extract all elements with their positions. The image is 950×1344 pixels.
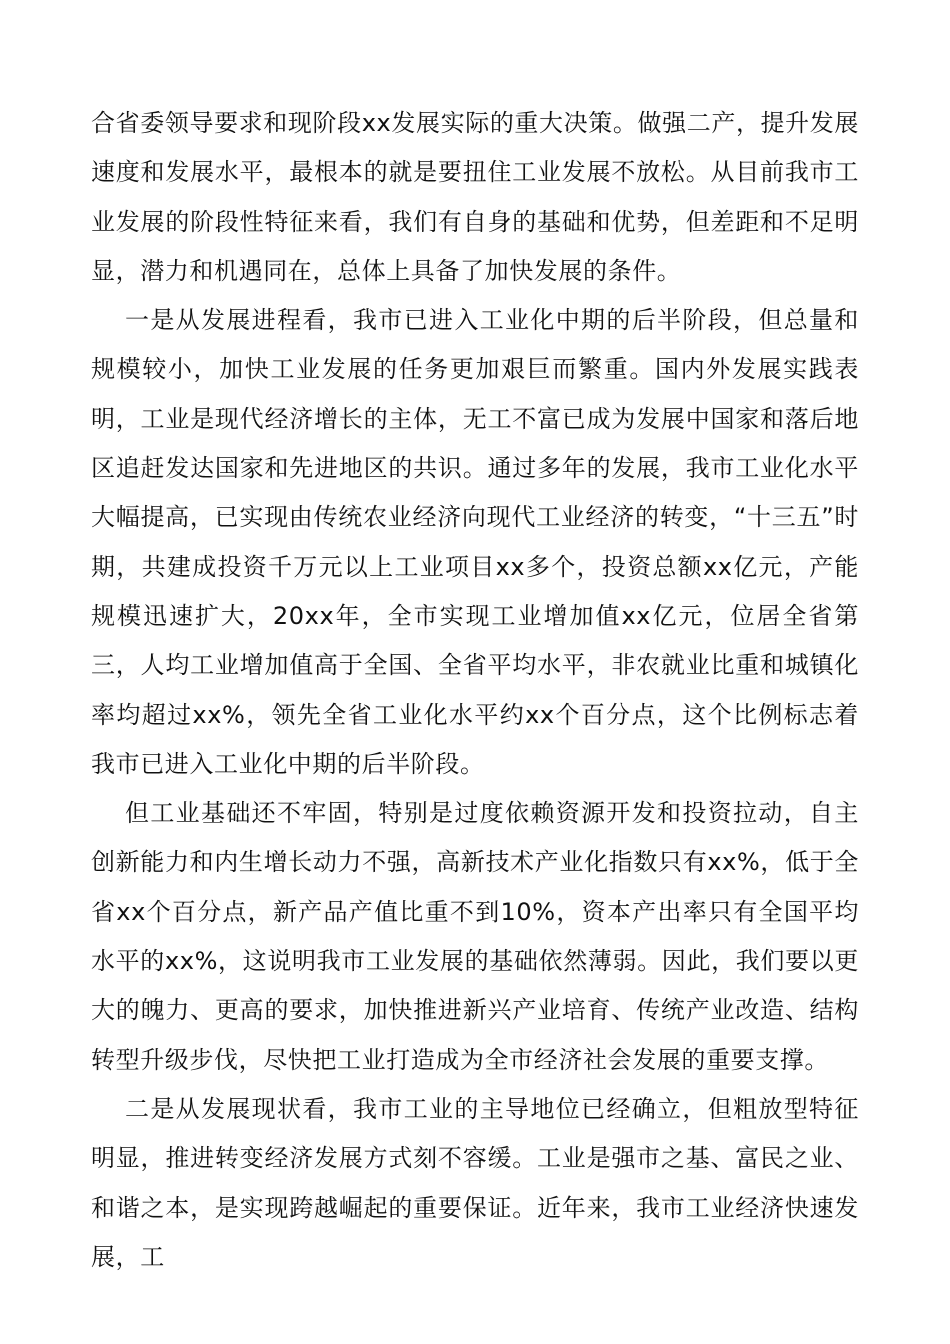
paragraph-development-status: 二是从发展现状看，我市工业的主导地位已经确立，但粗放型特征明显，推进转变经济发展方式刻不容缓。工业是强市之基、富民之业、和谐之本，是实现跨越崛起的重要保证。近年来，我市工业经济快速发展，工 [91, 1094, 859, 1271]
document-body [91, 99, 859, 1282]
paragraph-industrial-foundation: 但工业基础还不牢固，特别是过度依赖资源开发和投资拉动，自主创新能力和内生增长动力不强，高新技术产业化指数只有xx%，低于全省xx个百分点，新产品产值比重不到10%，资本产出率只有全国平均水平的xx%，这说明我市工业发展的基础依然薄弱。因此，我们要以更大的魄力、更高的要求，加快推进新兴产业培育、传统产业改造、结构转型升级步伐，尽快把工业打造成为全市经济社会发展的重要支撑。 [91, 799, 859, 1074]
paragraph-development-process: 一是从发展进程看，我市已进入工业化中期的后半阶段，但总量和规模较小，加快工业发展的任务更加艰巨而繁重。国内外发展实践表明，工业是现代经济增长的主体，无工不富已成为发展中国家和落后地区追赶发达国家和先进地区的共识。通过多年的发展，我市工业化水平大幅提高，已实现由传统农业经济向现代工业经济的转变，“十三五”时期，共建成投资千万元以上工业项目xx多个，投资总额xx亿元，产能规模迅速扩大，20xx年，全市实现工业增加值xx亿元，位居全省第三，人均工业增加值高于全国、全省平均水平，非农就业比重和城镇化率均超过xx%，领先全省工业化水平约xx个百分点，这个比例标志着我市已进入工业化中期的后半阶段。 [91, 306, 859, 778]
paragraph-continuation: 合省委领导要求和现阶段xx发展实际的重大决策。做强二产，提升发展速度和发展水平，最根本的就是要扭住工业发展不放松。从目前我市工业发展的阶段性特征来看，我们有自身的基础和优势，但差距和不足明显，潜力和机遇同在，总体上具备了加快发展的条件。 [91, 109, 859, 285]
